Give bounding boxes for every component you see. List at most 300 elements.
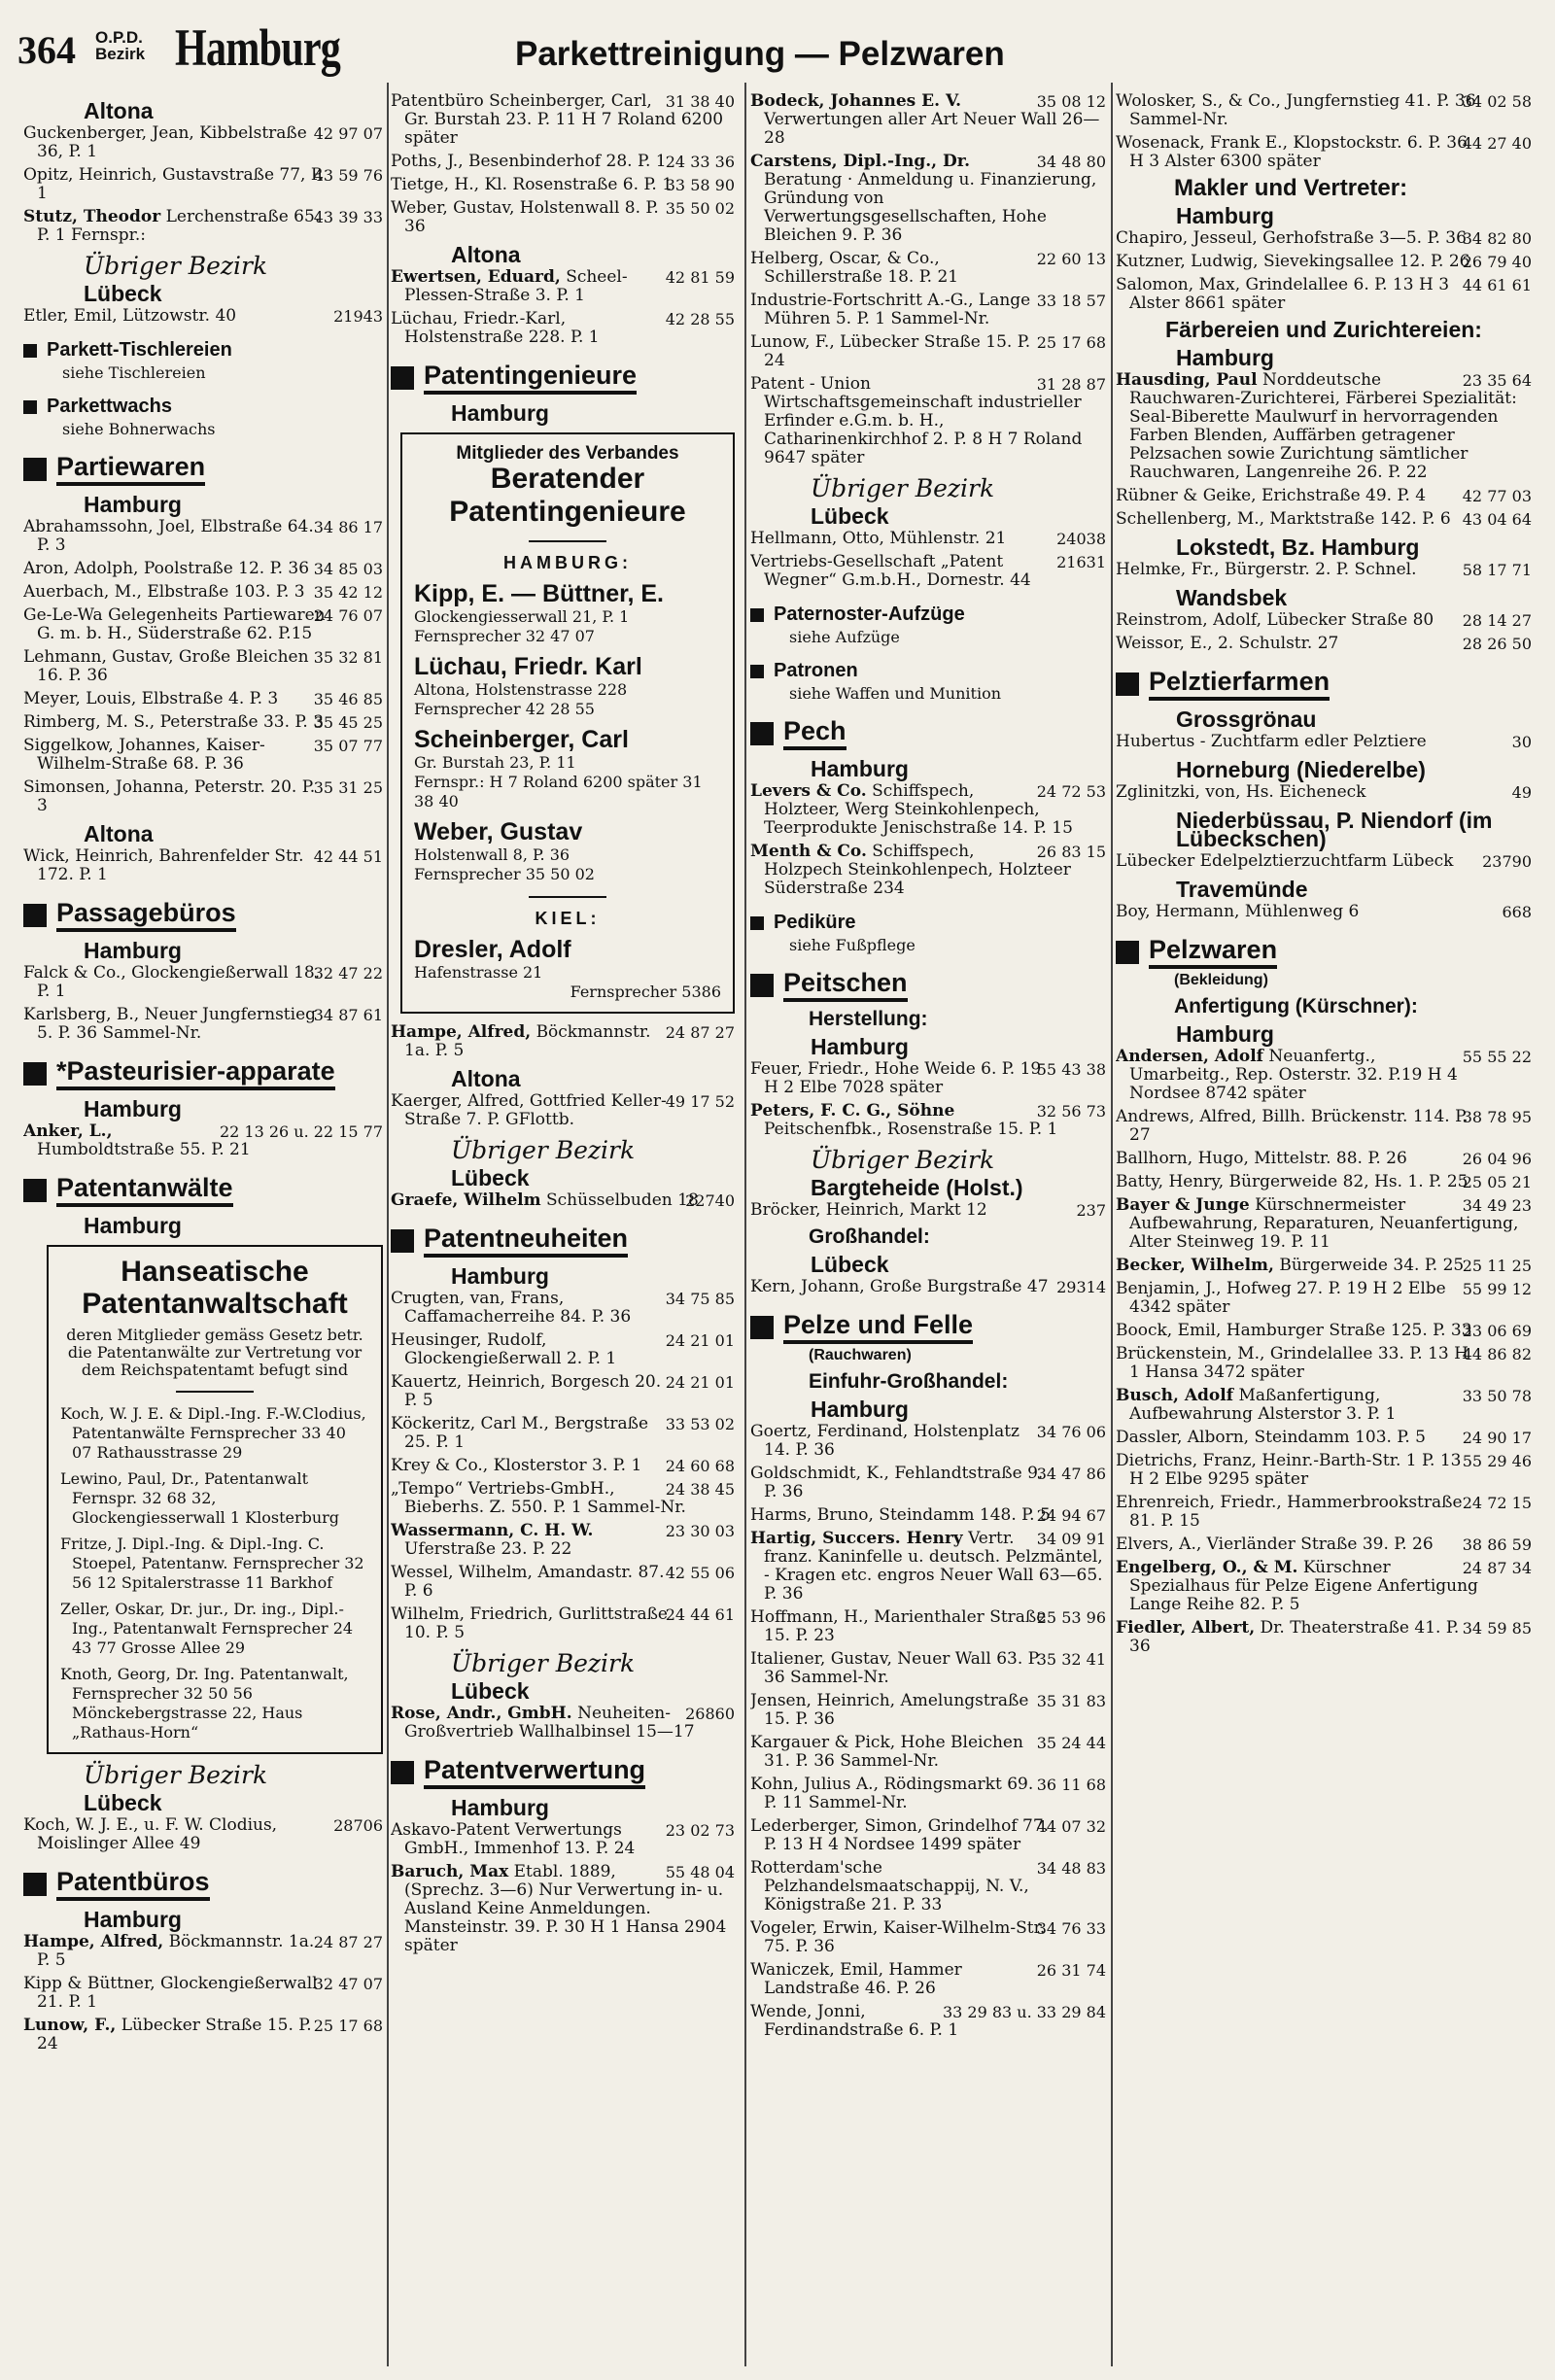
phone-number: 43 39 33 xyxy=(313,208,383,226)
entry-text: Guckenberger, Jean, Kibbelstraße 36, P. 1 xyxy=(23,123,307,161)
phone-number: 42 55 06 xyxy=(665,1564,735,1582)
phone-number: 24 87 34 xyxy=(1462,1559,1532,1577)
phone-number: 24 94 67 xyxy=(1036,1506,1106,1525)
location-heading: Horneburg (Niederelbe) xyxy=(1176,757,1426,782)
directory-entry xyxy=(391,1415,735,1452)
phone-number: 22 13 26 u. 22 15 77 xyxy=(219,1122,383,1141)
phone-number: 26860 xyxy=(685,1705,735,1723)
phone-number: 44 61 61 xyxy=(1462,276,1532,294)
phone-number: 55 43 38 xyxy=(1036,1060,1106,1079)
directory-entry xyxy=(391,1605,735,1642)
entry-name: Hampe, Alfred, xyxy=(391,1022,532,1042)
phone-number: 49 17 52 xyxy=(665,1092,735,1111)
entry-text: Hellmann, Otto, Mühlenstr. 21 xyxy=(750,529,1007,548)
entry-name: Stutz, Theodor xyxy=(23,207,161,226)
directory-entry xyxy=(1116,903,1532,921)
column-divider xyxy=(387,83,389,2366)
directory-entry xyxy=(750,1776,1106,1812)
phone-number: 24 76 07 xyxy=(313,606,383,625)
phone-number: 23 06 69 xyxy=(1462,1322,1532,1340)
phone-number: 35 46 85 xyxy=(313,690,383,708)
bullet-square-icon xyxy=(750,974,774,997)
entry-list xyxy=(1116,92,1532,171)
entry-text: Boock, Emil, Hamburger Straße 125. P. 33 xyxy=(1116,1321,1472,1340)
phone-number: 24 21 01 xyxy=(665,1373,735,1392)
entry-text: Vogeler, Erwin, Kaiser-Wilhelm-Str. 75. P. 36 xyxy=(750,1918,1046,1956)
entry-text: Meyer, Louis, Elbstraße 4. P. 3 xyxy=(23,689,279,708)
directory-entry xyxy=(750,1734,1106,1771)
phone-number: 26 79 40 xyxy=(1462,253,1532,271)
location-heading: Hamburg xyxy=(451,400,549,426)
entry-list xyxy=(750,1278,1106,1296)
entry-text: Hubertus - Zuchtfarm edler Pelztiere xyxy=(1116,732,1427,751)
entry-name: Bayer & Junge xyxy=(1116,1195,1250,1215)
directory-entry xyxy=(23,606,383,643)
location-heading: Niederbüssau, P. Niendorf (im Lübeckschen) xyxy=(1176,808,1493,851)
directory-entry xyxy=(1116,1494,1532,1531)
entry-name: Menth & Co. xyxy=(750,842,867,861)
entry-text: Scheel-Plessen-Straße 3. P. 1 xyxy=(404,267,628,305)
entry-list xyxy=(750,530,1106,590)
entry-text: Simonsen, Johanna, Peterstr. 20. P. 3 xyxy=(23,777,316,815)
directory-entry xyxy=(23,208,383,245)
category-heading: Peitschen xyxy=(750,968,1106,1002)
entry-text: Ehrenreich, Friedr., Hammerbrookstraße 81. P. 15 xyxy=(1116,1493,1463,1531)
phone-number: 35 45 25 xyxy=(313,713,383,732)
entry-text: Waniczek, Emil, Hammer Landstraße 46. P. 26 xyxy=(750,1960,962,1998)
entry-list xyxy=(23,1816,383,1853)
category-heading: Patentbüros xyxy=(23,1867,383,1901)
entry-list xyxy=(391,1191,735,1210)
phone-number: 34 76 33 xyxy=(1036,1919,1106,1938)
entry-list xyxy=(23,964,383,1043)
entry-list xyxy=(23,1122,383,1159)
entry-list xyxy=(750,782,1106,898)
phone-number: 30 xyxy=(1511,733,1532,751)
entry-list xyxy=(1116,852,1532,871)
entry-text: Uferstraße 23. P. 22 xyxy=(404,1539,572,1559)
directory-entry xyxy=(1116,134,1532,171)
entry-text: Abrahamssohn, Joel, Elbstraße 64. P. 3 xyxy=(23,517,314,555)
location-heading: Altona xyxy=(451,1066,521,1091)
phone-number: 24 44 61 xyxy=(665,1605,735,1624)
directory-entry xyxy=(750,1817,1106,1854)
category-heading: Patentverwertung xyxy=(391,1755,735,1789)
directory-entry xyxy=(23,1816,383,1853)
entry-text: Wick, Heinrich, Bahrenfelder Str. 172. P. 1 xyxy=(23,846,304,884)
entry-text: Humboldtstraße 55. P. 21 xyxy=(37,1140,251,1159)
phone-number: 22740 xyxy=(685,1191,735,1210)
phone-number: 35 42 12 xyxy=(313,583,383,602)
entry-text: Feuer, Friedr., Hohe Weide 6. P. 19 H 2 Elbe 7028 später xyxy=(750,1059,1042,1097)
directory-entry xyxy=(750,1961,1106,1998)
entry-text: Vertr. franz. Kaninfelle u. deutsch. Pelzmäntel, - Kragen etc. engros Neuer Wall 63—65. P. 36 xyxy=(764,1529,1103,1604)
directory-entry xyxy=(23,713,383,732)
directory-entry xyxy=(391,1705,735,1742)
bullet-square-icon xyxy=(391,1761,414,1784)
entry-text: Benjamin, J., Hofweg 27. P. 19 H 2 Elbe 4342 später xyxy=(1116,1279,1446,1317)
directory-entry xyxy=(391,92,735,148)
entry-list xyxy=(23,307,383,326)
directory-entry xyxy=(750,250,1106,287)
directory-entry xyxy=(750,153,1106,245)
directory-entry xyxy=(1116,371,1532,482)
directory-entry xyxy=(1116,276,1532,313)
directory-entry xyxy=(23,964,383,1001)
entry-list xyxy=(1116,371,1532,529)
category-heading: Patentingenieure xyxy=(391,361,735,395)
entry-text: Rotterdam'sche Pelzhandelsmaatschappij, N. V., Königstraße 21. P. 33 xyxy=(750,1858,1029,1914)
location-heading: Lübeck xyxy=(84,1790,162,1815)
entry-text: Patent - Union Wirtschaftsgemeinschaft industrieller Erfinder e.G.m. b. H., Catharinenkirchhof 2. P. 8 H 7 Roland 9647 später xyxy=(750,374,1083,467)
directory-entry xyxy=(1116,1452,1532,1489)
entry-text: Wosenack, Frank E., Klopstockstr. 6. P. 36 H 3 Alster 6300 später xyxy=(1116,133,1468,171)
entry-text: Kipp & Büttner, Glockengießerwall 21. P. 1 xyxy=(23,1974,318,2012)
entry-text: Beratung · Anmeldung u. Finanzierung, Gründung von Verwertungsgesellschaften, Hohe Bleichen 9. P. 36 xyxy=(764,170,1097,245)
location-heading: Hamburg xyxy=(1176,203,1274,228)
category-heading: Partiewaren xyxy=(23,452,383,486)
location-heading: Travemünde xyxy=(1176,877,1308,902)
entry-text: Kauertz, Heinrich, Borgesch 20. P. 5 xyxy=(391,1372,662,1410)
phone-number: 33 50 78 xyxy=(1462,1387,1532,1405)
box-entry: Dresler, Adolf Hafenstrasse 21 Fernsprecher 5386 xyxy=(414,936,721,1001)
location-heading: Hamburg xyxy=(84,1907,182,1932)
district-heading: Übriger Bezirk xyxy=(84,1761,268,1789)
directory-entry xyxy=(23,1122,383,1159)
location-heading: Lübeck xyxy=(84,281,162,306)
directory-entry xyxy=(1116,487,1532,505)
location-heading: Hamburg xyxy=(84,1096,182,1121)
entry-text: Neuheiten-Großvertrieb Wallhalbinsel 15—17 xyxy=(404,1704,695,1742)
entry-text: Jensen, Heinrich, Amelungstraße 15. P. 36 xyxy=(750,1691,1029,1729)
box-entry-line: Glockengiesserwall 21, P. 1 xyxy=(414,607,630,626)
bullet-square-icon xyxy=(750,665,764,678)
phone-number: 31 38 40 xyxy=(665,92,735,111)
phone-number: 24 21 01 xyxy=(665,1331,735,1350)
directory-entry xyxy=(750,333,1106,370)
directory-entry xyxy=(1116,1048,1532,1103)
entry-text: Weber, Gustav, Holstenwall 8. P. 36 xyxy=(391,198,659,236)
category-heading: *Pasteurisier-apparate xyxy=(23,1056,383,1090)
directory-entry xyxy=(1116,852,1532,871)
directory-entry xyxy=(750,1608,1106,1645)
location-heading: Lübeck xyxy=(451,1678,530,1704)
entry-name: Anker, L., xyxy=(23,1121,113,1141)
box-entry xyxy=(414,726,721,811)
directory-entry xyxy=(750,1530,1106,1604)
district-heading: Übriger Bezirk xyxy=(811,1146,995,1174)
entry-text: Dietrichs, Franz, Heinr.-Barth-Str. 1 P. 13 H 2 Elbe 9295 später xyxy=(1116,1451,1462,1489)
entry-text: Köckeritz, Carl M., Bergstraße 25. P. 1 xyxy=(391,1414,649,1452)
phone-number: 35 24 44 xyxy=(1036,1734,1106,1752)
directory-entry xyxy=(391,1092,735,1129)
entry-list xyxy=(1116,783,1532,802)
directory-entry xyxy=(23,778,383,815)
see-reference: siehe Waffen und Munition xyxy=(789,684,1002,703)
phone-number: 55 99 12 xyxy=(1462,1280,1532,1298)
phone-number: 24 60 68 xyxy=(665,1457,735,1475)
entry-text: Brückenstein, M., Grindelallee 33. P. 13 H 1 Hansa 3472 später xyxy=(1116,1344,1469,1382)
entry-text: Batty, Henry, Bürgerweide 82, Hs. 1. P. 25 xyxy=(1116,1172,1469,1191)
entry-text: Lederberger, Simon, Grindelhof 77. P. 13 H 4 Nordsee 1499 später xyxy=(750,1816,1050,1854)
directory-entry xyxy=(391,1373,735,1410)
directory-entry xyxy=(1116,561,1532,579)
location-heading: Hamburg xyxy=(84,938,182,963)
entry-text: Böckmannstr. 1a. P. 5 xyxy=(404,1022,651,1060)
phone-number: 34 86 17 xyxy=(313,518,383,536)
box-entry-name: Weber, Gustav xyxy=(414,818,583,845)
entry-text: Auerbach, M., Elbstraße 103. P. 3 xyxy=(23,582,305,602)
entry-text: Reinstrom, Adolf, Lübecker Straße 80 xyxy=(1116,610,1434,630)
entry-list xyxy=(23,1933,383,2053)
entry-name: Busch, Adolf xyxy=(1116,1386,1234,1405)
phone-number: 21943 xyxy=(333,307,383,326)
phone-number: 23790 xyxy=(1482,852,1532,871)
phone-number: 42 28 55 xyxy=(665,310,735,328)
box-entry-line: Fernsprecher 42 28 55 xyxy=(414,700,595,718)
entry-text: Peitschenfbk., Rosenstraße 15. P. 1 xyxy=(764,1120,1058,1139)
directory-entry xyxy=(391,1821,735,1858)
directory-entry xyxy=(391,176,735,194)
category-note: (Bekleidung) xyxy=(1174,972,1268,988)
entry-text: Verwertungen aller Art Neuer Wall 26—28 xyxy=(764,110,1100,148)
entry-name: Carstens, Dipl.-Ing., Dr. xyxy=(750,152,971,171)
phone-number: 29314 xyxy=(1056,1278,1106,1296)
phone-number: 34 02 58 xyxy=(1462,92,1532,111)
entry-name: Levers & Co. xyxy=(750,781,867,801)
entry-name: Hampe, Alfred, xyxy=(23,1932,164,1951)
entry-text: Aron, Adolph, Poolstraße 12. P. 36 xyxy=(23,559,310,578)
page-number: 364 xyxy=(17,28,76,72)
directory-entry xyxy=(1116,733,1532,751)
box-entry-line: Gr. Burstah 23, P. 11 xyxy=(414,753,576,772)
directory-entry xyxy=(391,310,735,347)
entry-list xyxy=(23,847,383,884)
phone-number: 25 17 68 xyxy=(1036,333,1106,352)
entry-text: Helmke, Fr., Bürgerstr. 2. P. Schnel. xyxy=(1116,560,1417,579)
directory-entry xyxy=(750,292,1106,328)
phone-number: 34 48 83 xyxy=(1036,1859,1106,1878)
entry-name: Rose, Andr., GmbH. xyxy=(391,1704,572,1723)
location-heading: Hamburg xyxy=(811,1397,909,1422)
phone-number: 34 82 80 xyxy=(1462,229,1532,248)
location-heading: Hamburg xyxy=(84,492,182,517)
phone-number: 44 27 40 xyxy=(1462,134,1532,153)
entry-name: Engelberg, O., & M. xyxy=(1116,1558,1298,1577)
entry-text: Hoffmann, H., Marienthaler Straße 15. P. 23 xyxy=(750,1607,1047,1645)
entry-text: Bürgerweide 34. P. 25 xyxy=(1279,1256,1465,1275)
entry-text: Dassler, Alborn, Steindamm 103. P. 5 xyxy=(1116,1428,1426,1447)
directory-entry xyxy=(391,1457,735,1475)
entry-list xyxy=(1116,1048,1532,1656)
phone-number: 42 44 51 xyxy=(313,847,383,866)
entry-text: Goertz, Ferdinand, Holstenplatz 14. P. 36 xyxy=(750,1422,1019,1460)
entry-text: Weissor, E., 2. Schulstr. 27 xyxy=(1116,634,1339,653)
box-entry-line: Fernsprecher 32 47 07 xyxy=(414,627,595,645)
box-entry-name: Lüchau, Friedr. Karl xyxy=(414,653,642,680)
directory-entry xyxy=(23,166,383,203)
entry-text: Zglinitzki, von, Hs. Eicheneck xyxy=(1116,782,1366,802)
phone-number: 33 29 83 u. 33 29 84 xyxy=(942,2003,1106,2021)
directory-entry xyxy=(391,1564,735,1601)
entry-name: Wassermann, C. H. W. xyxy=(391,1521,594,1540)
directory-entry xyxy=(1116,229,1532,248)
entry-text: Wolosker, S., & Co., Jungfernstieg 41. P. 36 Sammel-Nr. xyxy=(1116,92,1476,129)
entry-list xyxy=(1116,561,1532,579)
category-heading: Parkettwachs xyxy=(23,396,383,418)
directory-entry xyxy=(1116,1280,1532,1317)
entry-text: Italiener, Gustav, Neuer Wall 63. P. 36 Sammel-Nr. xyxy=(750,1649,1042,1687)
city-heading: Hamburg xyxy=(175,18,341,77)
box-entry xyxy=(414,653,721,719)
phone-number: 35 31 25 xyxy=(313,778,383,797)
category-heading: Patentneuheiten xyxy=(391,1224,735,1258)
box-entry: Zeller, Oskar, Dr. jur., Dr. ing., Dipl.-Ing., Patentanwalt Fernsprecher 24 43 77 Grosse Allee 29 xyxy=(60,1600,354,1657)
bullet-square-icon xyxy=(23,344,37,358)
phone-number: 25 05 21 xyxy=(1462,1173,1532,1191)
phone-number: 26 04 96 xyxy=(1462,1150,1532,1168)
location-heading: Bargteheide (Holst.) xyxy=(811,1175,1023,1200)
directory-entry xyxy=(1116,253,1532,271)
directory-entry xyxy=(750,2003,1106,2040)
entry-text: Ballhorn, Hugo, Mittelstr. 88. P. 26 xyxy=(1116,1149,1407,1168)
directory-entry xyxy=(391,268,735,305)
phone-number: 31 28 87 xyxy=(1036,375,1106,394)
category-heading: Pelztierfarmen xyxy=(1116,667,1532,701)
phone-number: 34 59 85 xyxy=(1462,1619,1532,1638)
phone-number: 28706 xyxy=(333,1816,383,1835)
phone-number: 38 78 95 xyxy=(1462,1108,1532,1126)
bullet-square-icon xyxy=(1116,941,1139,964)
directory-entry xyxy=(23,690,383,708)
entry-text: Kern, Johann, Große Burgstraße 47 xyxy=(750,1277,1049,1296)
subheading: Großhandel: xyxy=(809,1225,930,1248)
phone-number: 49 xyxy=(1511,783,1532,802)
directory-entry xyxy=(1116,1257,1532,1275)
phone-number: 34 87 61 xyxy=(313,1006,383,1024)
entry-text: Neuanfertg., Umarbeitg., Rep. Osterstr. 32. P.19 H 4 Nordsee 8742 später xyxy=(1129,1047,1458,1103)
directory-entry xyxy=(750,1060,1106,1097)
entry-text: Karlsberg, B., Neuer Jungfernstieg 5. P. 36 Sammel-Nr. xyxy=(23,1005,317,1043)
phone-number: 34 49 23 xyxy=(1462,1196,1532,1215)
entry-text: Schiffspech, Holzteer, Werg Steinkohlenpech, Teerprodukte Jenischstraße 14. P. 15 xyxy=(764,781,1073,838)
entry-list xyxy=(23,518,383,815)
phone-number: 28 26 50 xyxy=(1462,635,1532,653)
advertisement-box: Hanseatische Patentanwaltschaft deren Mitglieder gemäss Gesetz betr. die Patentanwälte zur Vertretung vor dem Reichspatentamt befugt sind Koch, W. J. E. & Dipl.-Ing. F.-W.Clodius, Patentanwälte Fernsprecher 33 40 07 Rathausstrasse 29 Lewino, Paul, Dr., Patentanwalt Fernspr. 32 68 32, Glockengiesserwall 1 Klosterburg Fritze, J. Dipl.-Ing. & Dipl.-Ing. C. Stoepel, Patentanw. Fernsprecher 32 56 12 Spitalerstrasse 11 Barkhof Zeller, Oskar, Dr. jur., Dr. ing., Dipl.-Ing., Patentanwalt Fernsprecher 24 43 77 Grosse Allee 29 Knoth, Georg, Dr. Ing. Patentanwalt, Fernsprecher 32 50 56 Mönckebergstrasse 22, Haus „Rathaus-Horn“ xyxy=(47,1245,383,1754)
bullet-square-icon xyxy=(391,366,414,390)
bullet-square-icon xyxy=(23,1873,47,1896)
category-heading: Passagebüros xyxy=(23,898,383,932)
phone-number: 24 38 45 xyxy=(665,1480,735,1499)
location-heading: Wandsbek xyxy=(1176,585,1288,610)
entry-name: Becker, Wilhelm, xyxy=(1116,1256,1274,1275)
entry-list xyxy=(750,1201,1106,1220)
entry-list xyxy=(1116,903,1532,921)
bullet-square-icon xyxy=(750,722,774,745)
divider xyxy=(529,540,606,542)
bullet-square-icon xyxy=(750,1316,774,1339)
phone-number: 32 56 73 xyxy=(1036,1102,1106,1121)
location-heading: Lübeck xyxy=(451,1165,530,1190)
location-heading: Grossgrönau xyxy=(1176,707,1317,732)
column-divider xyxy=(744,83,746,2366)
box-entry: Fritze, J. Dipl.-Ing. & Dipl.-Ing. C. Stoepel, Patentanw. Fernsprecher 32 56 12 Spitalerstrasse 11 Barkhof xyxy=(60,1535,364,1592)
entry-name: Lunow, F., xyxy=(23,2016,117,2035)
directory-entry xyxy=(23,648,383,685)
box-entry-list xyxy=(414,580,721,884)
directory-entry xyxy=(1116,510,1532,529)
column-4 xyxy=(1116,92,1532,2366)
entry-name: Hausding, Paul xyxy=(1116,370,1258,390)
directory-entry xyxy=(23,847,383,884)
column-3 xyxy=(750,92,1106,2366)
rubric-heading: Parkettreinigung — Pelzwaren xyxy=(515,35,1005,73)
entry-text: Patentbüro Scheinberger, Carl, Gr. Burstah 23. P. 11 H 7 Roland 6200 später xyxy=(391,92,724,148)
directory-entry xyxy=(750,375,1106,467)
entry-list xyxy=(391,1290,735,1642)
district-heading: Übriger Bezirk xyxy=(84,252,268,280)
box-entry: Knoth, Georg, Dr. Ing. Patentanwalt, Fernsprecher 32 50 56 Mönckebergstrasse 22, Haus „Rathaus-Horn“ xyxy=(60,1665,349,1742)
phone-number: 668 xyxy=(1502,903,1532,921)
phone-number: 35 31 83 xyxy=(1036,1692,1106,1710)
category-heading: Patronen xyxy=(750,660,1106,682)
directory-entry xyxy=(750,1919,1106,1956)
phone-number: 42 81 59 xyxy=(665,268,735,287)
subheading: Makler und Vertreter: xyxy=(1174,175,1408,201)
directory-entry xyxy=(1116,1387,1532,1424)
directory-entry xyxy=(23,1006,383,1043)
directory-entry xyxy=(1116,92,1532,129)
category-heading: Patentanwälte xyxy=(23,1173,383,1207)
phone-number: 58 17 71 xyxy=(1462,561,1532,579)
phone-number: 23 02 73 xyxy=(665,1821,735,1840)
entry-text: Chapiro, Jesseul, Gerhofstraße 3—5. P. 36 xyxy=(1116,228,1467,248)
subheading: Anfertigung (Kürschner): xyxy=(1174,995,1418,1018)
phone-number: 24038 xyxy=(1056,530,1106,548)
entry-list xyxy=(391,1705,735,1742)
phone-number: 24 90 17 xyxy=(1462,1429,1532,1447)
box-entry-line: Fernsprecher 35 50 02 xyxy=(414,865,595,883)
box-entry xyxy=(414,818,721,884)
entry-text: Siggelkow, Johannes, Kaiser-Wilhelm-Straße 68. P. 36 xyxy=(23,736,265,774)
location-heading: Hamburg xyxy=(451,1263,549,1289)
phone-number: 22 60 13 xyxy=(1036,250,1106,268)
box-entry-list xyxy=(60,1404,369,1742)
category-heading: Pediküre xyxy=(750,912,1106,934)
subheading: Einfuhr-Großhandel: xyxy=(809,1370,1009,1393)
phone-number: 33 18 57 xyxy=(1036,292,1106,310)
entry-text: Industrie-Fortschritt A.-G., Lange Mühren 5. P. 1 Sammel-Nr. xyxy=(750,291,1031,328)
phone-number: 43 04 64 xyxy=(1462,510,1532,529)
phone-number: 44 07 32 xyxy=(1036,1817,1106,1836)
entry-text: Kürschnermeister Aufbewahrung, Reparaturen, Neuanfertigung, Alter Steinweg 19. P. 11 xyxy=(1129,1195,1519,1252)
location-heading: Altona xyxy=(451,242,521,267)
box-entry-line: Fernspr.: H 7 Roland 6200 später 31 38 40 xyxy=(414,773,703,811)
phone-number: 38 86 59 xyxy=(1462,1535,1532,1554)
entry-text: Helberg, Oscar, & Co., Schillerstraße 18. P. 21 xyxy=(750,249,959,287)
phone-number: 34 47 86 xyxy=(1036,1465,1106,1483)
entry-name: Peters, F. C. G., Söhne xyxy=(750,1101,955,1121)
entry-list xyxy=(391,1821,735,1955)
entry-name: Andersen, Adolf xyxy=(1116,1047,1263,1066)
phone-number: 33 58 90 xyxy=(665,176,735,194)
directory-entry xyxy=(1116,1196,1532,1252)
phone-number: 35 07 77 xyxy=(313,737,383,755)
entry-list xyxy=(1116,229,1532,313)
directory-entry xyxy=(23,583,383,602)
phone-number: 24 72 15 xyxy=(1462,1494,1532,1512)
phone-number: 237 xyxy=(1076,1201,1106,1220)
